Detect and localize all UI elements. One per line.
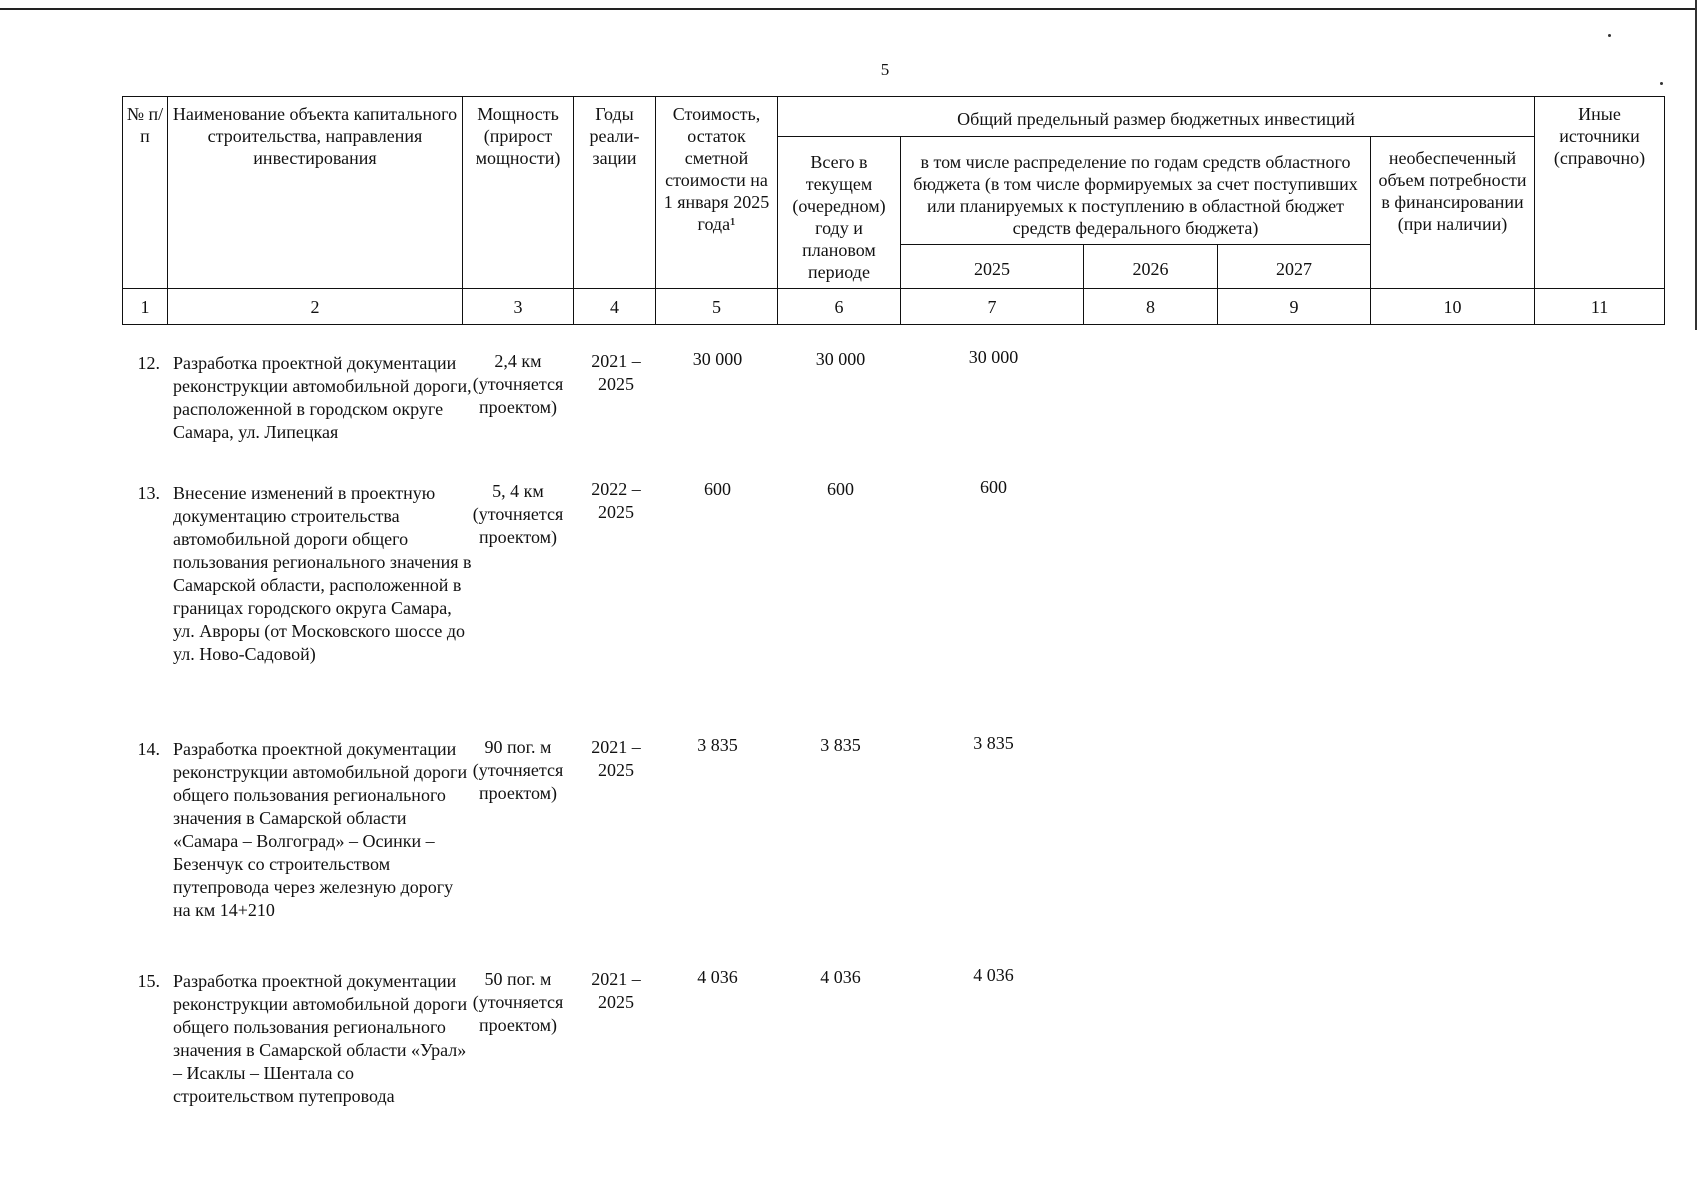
column-number: 1: [123, 289, 168, 325]
object-name: Разработка проектной документации реконструкции автомобильной дороги общего пользования регионального значения в Самарской области «Урал» – Исаклы – Шентала со строительством путепровода: [173, 971, 468, 1106]
header-col-cost: Стоимость, остаток сметной стоимости на 1 января 2025 года¹: [656, 97, 778, 289]
row-number: 15.: [137, 971, 160, 991]
column-number: 7: [901, 289, 1084, 325]
header-col-name: Наименование объекта капитального строительства, направления инвестирования: [168, 97, 463, 289]
year-2025-value: 30 000: [968, 347, 1019, 367]
total-value: 600: [827, 479, 854, 499]
column-number: 8: [1084, 289, 1218, 325]
object-name: Разработка проектной документации реконструкции автомобильной дороги, расположенной в городском округе Самара, ул. Липецкая: [173, 353, 472, 442]
header-year-2026: 2026: [1084, 245, 1218, 289]
years: 2022 – 2025: [591, 479, 641, 522]
header-col-years: Годы реали-зации: [574, 97, 656, 289]
header-budget-group: Общий предельный размер бюджетных инвестиций: [778, 97, 1535, 137]
capacity: 2,4 км (уточняется проектом): [472, 351, 564, 417]
capacity: 90 пог. м (уточняется проектом): [472, 737, 564, 803]
capacity: 50 пог. м (уточняется проектом): [472, 969, 564, 1035]
object-name: Разработка проектной документации реконструкции автомобильной дороги общего пользования регионального значения в Самарской области «Самара – Волгоград» – Осинки – Безенчук со строительством путепровода через железную дорогу на км 14+210: [173, 739, 468, 920]
cost-value: 600: [704, 479, 731, 499]
column-number: 4: [574, 289, 656, 325]
page-number: 5: [880, 60, 890, 79]
header-col-other: Иные источники (справочно): [1535, 97, 1665, 289]
header-year-2025: 2025: [901, 245, 1084, 289]
column-number: 9: [1218, 289, 1371, 325]
header-col-no: № п/п: [123, 97, 168, 289]
header-col-capacity: Мощность (прирост мощности): [463, 97, 574, 289]
cost-value: 4 036: [697, 967, 738, 987]
year-2025-value: 4 036: [973, 965, 1014, 985]
total-value: 4 036: [820, 967, 861, 987]
capacity: 5, 4 км (уточняется проектом): [472, 481, 564, 547]
year-2025-value: 600: [980, 477, 1007, 497]
years: 2021 – 2025: [591, 969, 641, 1012]
column-number: 6: [778, 289, 901, 325]
year-2025-value: 3 835: [973, 733, 1014, 753]
column-number: 3: [463, 289, 574, 325]
header-col-total: Всего в текущем (очередном) году и плановом периоде: [778, 137, 901, 289]
object-name: Внесение изменений в проектную документацию строительства автомобильной дороги общего пользования регионального значения в Самарской области, расположенной в границах городского округа Самара, ул. Авроры (от Московского шоссе до ул. Ново-Садовой): [173, 483, 472, 664]
column-number: 10: [1371, 289, 1535, 325]
column-number: 11: [1535, 289, 1665, 325]
column-number: 2: [168, 289, 463, 325]
row-number: 14.: [137, 739, 160, 759]
total-value: 30 000: [815, 349, 866, 369]
header-col-unfunded: необеспеченный объем потребности в финансировании (при наличии): [1371, 137, 1535, 289]
years: 2021 – 2025: [591, 351, 641, 394]
header-year-2027: 2027: [1218, 245, 1371, 289]
total-value: 3 835: [820, 735, 861, 755]
years: 2021 – 2025: [591, 737, 641, 780]
cost-value: 30 000: [692, 349, 743, 369]
header-col-distribution: в том числе распределение по годам средств областного бюджета (в том числе формируемых за счет поступивших или планируемых к поступлению в областной бюджет средств федерального бюджета): [901, 137, 1371, 245]
row-number: 12.: [137, 353, 160, 373]
cost-value: 3 835: [697, 735, 738, 755]
column-number: 5: [656, 289, 778, 325]
row-number: 13.: [137, 483, 160, 503]
